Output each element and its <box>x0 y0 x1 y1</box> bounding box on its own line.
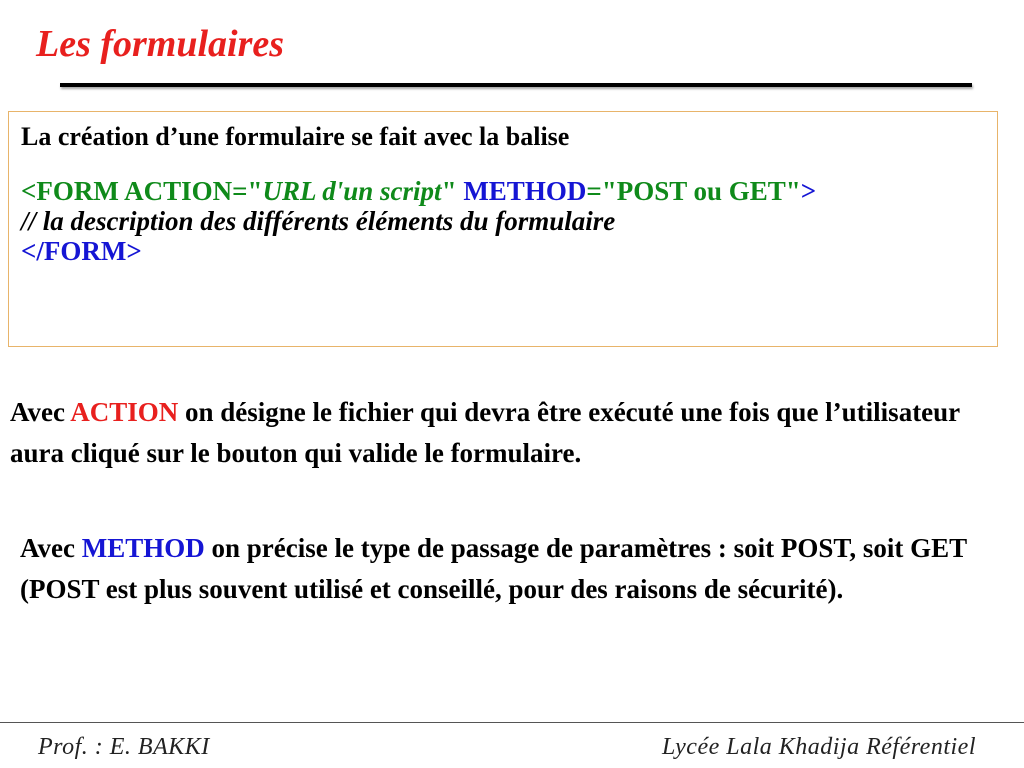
action-keyword: ACTION <box>70 397 179 427</box>
form-open-tag-line <box>21 176 987 206</box>
form-open-prefix: <FORM ACTION=" <box>21 176 263 206</box>
method-label: METHOD <box>463 176 587 206</box>
form-comment-line: // la description des différents éléments du formulaire <box>21 206 616 236</box>
slide-title: Les formulaires <box>36 23 285 65</box>
footer-divider <box>0 722 1024 723</box>
action-explanation <box>10 392 1010 474</box>
title-divider <box>60 83 972 87</box>
action-close-quote: " <box>441 176 457 206</box>
action-value: URL d'un script <box>262 176 442 206</box>
method-prefix: Avec <box>20 533 82 563</box>
box-intro-text: La création d’une formulaire se fait avec la balise <box>21 122 570 151</box>
form-close-tag-line: </FORM> <box>21 236 142 266</box>
footer-school: Lycée Lala Khadija Référentiel <box>662 734 976 760</box>
form-syntax-box <box>8 111 998 347</box>
method-value: ="POST ou GET" <box>586 176 801 206</box>
footer-author: Prof. : E. BAKKI <box>38 734 210 760</box>
action-text: on désigne le fichier qui devra être exécuté une fois que l’utilisateur aura cliqué sur le bouton qui valide le formulaire. <box>10 397 960 468</box>
method-explanation <box>20 528 1010 610</box>
method-keyword: METHOD <box>81 533 205 563</box>
action-prefix: Avec <box>10 397 71 427</box>
method-text: on précise le type de passage de paramètres : soit POST, soit GET (POST est plus souvent utilisé et conseillé, pour des raisons de sécurité). <box>20 533 967 604</box>
form-open-close: > <box>800 176 817 206</box>
